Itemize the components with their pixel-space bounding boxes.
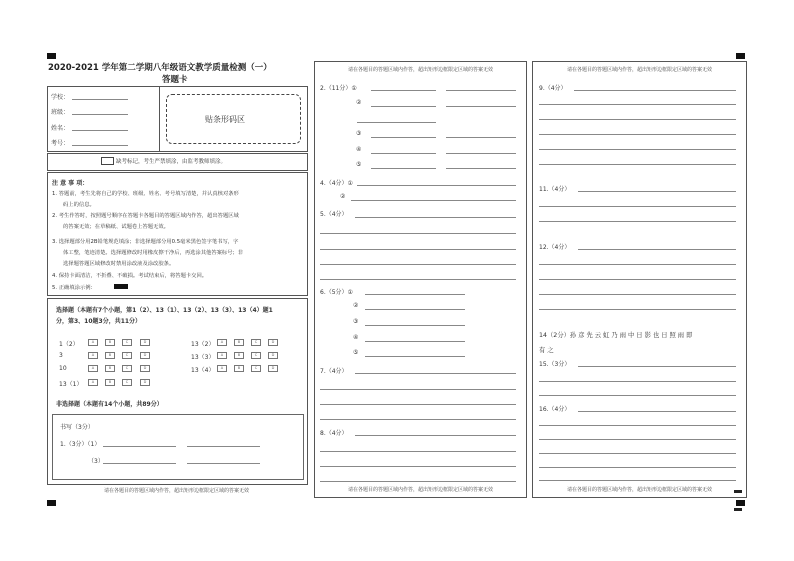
choice-row-label: 13（1） [59, 381, 83, 388]
q1-sub-label: （3） [88, 458, 104, 465]
option-d[interactable]: D [268, 352, 278, 359]
q6-sub-label: ③ [353, 318, 359, 325]
option-a[interactable]: A [88, 365, 98, 372]
q12-label: 12.（4分） [539, 244, 571, 251]
answer-line[interactable] [539, 467, 736, 468]
answer-line[interactable] [371, 90, 436, 91]
school-field[interactable] [72, 99, 128, 100]
answer-line[interactable] [578, 366, 736, 367]
option-b[interactable]: B [234, 352, 244, 359]
answer-line[interactable] [446, 90, 516, 91]
answer-line[interactable] [539, 164, 736, 165]
option-b[interactable]: B [234, 339, 244, 346]
option-c[interactable]: C [251, 352, 261, 359]
answer-line[interactable] [539, 381, 736, 382]
nonchoice-heading: 非选择题（本题有14个小题，共89分） [56, 401, 163, 408]
answer-line[interactable] [539, 279, 736, 280]
option-c[interactable]: C [251, 365, 261, 372]
answer-line[interactable] [320, 279, 516, 280]
q4-label: 4.（4分）① [320, 180, 353, 187]
answer-line[interactable] [371, 137, 436, 138]
answer-line[interactable] [355, 217, 516, 218]
absent-note: 缺考标记，考生严禁填涂，由监考教师填涂。 [116, 159, 227, 165]
q6-sub-label: ④ [353, 334, 359, 341]
option-c[interactable]: C [251, 339, 261, 346]
timing-mark [734, 508, 742, 511]
answer-line[interactable] [539, 206, 736, 207]
choice-heading: 选择题（本题有7个小题，第1（2）、13（1）、13（2）、13（3）、13（4）题1 [56, 307, 273, 314]
page-title: 2020-2021 学年第二学期八年级语文教学质量检测（一） [48, 63, 272, 73]
q7-label: 7.（4分） [320, 368, 348, 375]
q6-sub-label: ⑤ [353, 349, 359, 356]
answer-line[interactable] [355, 373, 516, 374]
answer-line[interactable] [539, 149, 736, 150]
class-field[interactable] [72, 114, 128, 115]
answer-line[interactable] [187, 446, 260, 447]
answer-line[interactable] [365, 309, 465, 310]
registration-mark [47, 500, 56, 506]
option-d[interactable]: D [268, 339, 278, 346]
q9-label: 9.（4分） [539, 85, 567, 92]
registration-mark [736, 500, 745, 506]
exam-number-field[interactable] [72, 145, 128, 146]
answer-line[interactable] [320, 481, 516, 482]
column-note: 请在各题目的答题区域内作答，超出矩形边框限定区域的答案无效 [347, 487, 493, 493]
q11-label: 11.（4分） [539, 186, 571, 193]
q15-label: 15.（3分） [539, 361, 571, 368]
q2-label: 2.（11分）① [320, 85, 357, 92]
notice-item: 的答案无效；在草稿纸、试题卷上答题无效。 [63, 224, 169, 230]
option-c[interactable]: C [122, 339, 132, 346]
answer-line[interactable] [320, 419, 516, 420]
answer-line[interactable] [578, 411, 736, 412]
writing-label: 书写（3分） [60, 424, 94, 431]
answer-line[interactable] [539, 439, 736, 440]
answer-line[interactable] [320, 404, 516, 405]
q2-sub-label: ③ [356, 130, 362, 137]
option-c[interactable]: C [122, 379, 132, 386]
answer-line[interactable] [539, 221, 736, 222]
choice-row-label: 13（3） [191, 354, 215, 361]
answer-line[interactable] [539, 425, 736, 426]
option-b[interactable]: B [105, 365, 115, 372]
choice-row-label: 13（4） [191, 367, 215, 374]
option-a[interactable]: A [217, 352, 227, 359]
answer-line[interactable] [355, 435, 516, 436]
notice-item: 3. 选择题部分用2B铅笔规范填涂；非选择题部分用0.5毫米黑色签字笔书写，字 [52, 239, 239, 245]
class-label: 班级： [51, 109, 70, 116]
answer-line[interactable] [539, 395, 736, 396]
option-b[interactable]: B [105, 352, 115, 359]
answer-line[interactable] [539, 453, 736, 454]
q4-sub-label: ② [340, 193, 346, 200]
column-note: 请在各题目的答题区域内作答，超出矩形边框限定区域的答案无效 [566, 67, 712, 73]
exam-number-label: 考号： [51, 140, 70, 147]
option-d[interactable]: D [140, 379, 150, 386]
answer-line[interactable] [578, 191, 736, 192]
absent-checkbox[interactable] [101, 157, 114, 165]
q2-sub-label: ④ [356, 146, 362, 153]
q6-label: 6.（5分）① [320, 289, 353, 296]
name-label: 姓名： [51, 125, 70, 132]
answer-line[interactable] [320, 233, 516, 234]
option-d[interactable]: D [140, 365, 150, 372]
page-subtitle: 答题卡 [162, 75, 188, 85]
answer-line[interactable] [446, 168, 516, 169]
option-d[interactable]: D [140, 339, 150, 346]
q8-label: 8.（4分） [320, 430, 348, 437]
answer-line[interactable] [539, 309, 736, 310]
answer-line[interactable] [320, 451, 516, 452]
notice-item: 选择题答题区域修改时禁用涂改液及涂改胶条。 [63, 261, 175, 267]
column-note: 请在各题目的答题区域内作答，超出矩形边框限定区域的答案无效 [566, 487, 712, 493]
answer-line[interactable] [539, 104, 736, 105]
answer-line[interactable] [365, 356, 465, 357]
answer-line[interactable] [357, 122, 436, 123]
choice-row-label: 3 [59, 352, 63, 359]
answer-line[interactable] [320, 389, 516, 390]
answer-line[interactable] [539, 264, 736, 265]
answer-line[interactable] [446, 106, 516, 107]
answer-line[interactable] [446, 153, 516, 154]
option-c[interactable]: C [122, 365, 132, 372]
answer-line[interactable] [539, 119, 736, 120]
answer-line[interactable] [578, 249, 736, 250]
registration-mark [47, 53, 56, 59]
answer-line[interactable] [320, 264, 516, 265]
option-a[interactable]: A [217, 339, 227, 346]
q1-label: 1.（3分）（1） [60, 441, 101, 448]
q2-sub-label: ⑤ [356, 161, 362, 168]
school-label: 学校： [51, 94, 70, 101]
notice-item: 4. 保持卡面清洁，不折叠、不破损。考试结束后，将答题卡交回。 [52, 273, 208, 279]
answer-line[interactable] [320, 249, 516, 250]
column-note: 请在各题目的答题区域内作答，超出矩形边框限定区域的答案无效 [103, 488, 249, 494]
answer-line[interactable] [371, 106, 436, 107]
q2-sub-label: ② [356, 99, 362, 106]
option-c[interactable]: C [122, 352, 132, 359]
answer-line[interactable] [446, 137, 516, 138]
q16-label: 16.（4分） [539, 406, 571, 413]
notice-item: 5. 正确填涂示例： [52, 285, 96, 291]
notice-item: 体工整，笔迹清楚。选择题修改时用橡皮擦干净后，再选涂其他答案标号；非 [63, 250, 244, 256]
choice-row-label: 1（2） [59, 341, 79, 348]
name-field[interactable] [72, 130, 128, 131]
answer-line[interactable] [365, 294, 465, 295]
choice-row-label: 13（2） [191, 341, 215, 348]
answer-line[interactable] [371, 168, 436, 169]
answer-line[interactable] [320, 466, 516, 467]
column-note: 请在各题目的答题区域内作答，超出矩形边框限定区域的答案无效 [347, 67, 493, 73]
registration-mark [736, 53, 745, 59]
option-a[interactable]: A [217, 365, 227, 372]
q14-text: 14（2分）孙 彦 先 云 虹 乃 雨 中 日 影 也 日 照 雨 即 [539, 332, 693, 339]
choice-heading: 分，第3、10题3分，共11分） [56, 318, 142, 325]
option-d[interactable]: D [140, 352, 150, 359]
notice-item: 码上的信息。 [63, 202, 95, 208]
q14-text: 有 之 [539, 347, 554, 354]
answer-line[interactable] [187, 463, 260, 464]
answer-line[interactable] [365, 341, 465, 342]
notice-item: 1. 答题前，考生先将自己的学校、班级、姓名、考号填写清楚，并认真核对条形 [52, 191, 239, 197]
answer-line[interactable] [103, 446, 176, 447]
answer-line[interactable] [357, 185, 516, 186]
fill-example [114, 284, 128, 289]
barcode-label: 贴条形码区 [205, 115, 245, 124]
option-d[interactable]: D [268, 365, 278, 372]
q5-label: 5.（4分） [320, 211, 348, 218]
answer-line[interactable] [539, 480, 736, 481]
answer-line[interactable] [539, 134, 736, 135]
q6-sub-label: ② [353, 302, 359, 309]
option-a[interactable]: A [88, 339, 98, 346]
option-a[interactable]: A [88, 352, 98, 359]
answer-line[interactable] [365, 325, 465, 326]
notice-heading: 注 意 事 项： [52, 180, 89, 187]
option-b[interactable]: B [105, 379, 115, 386]
option-b[interactable]: B [105, 339, 115, 346]
answer-line[interactable] [103, 463, 176, 464]
answer-line[interactable] [539, 294, 736, 295]
answer-line[interactable] [351, 200, 516, 201]
answer-line[interactable] [574, 90, 736, 91]
choice-row-label: 10 [59, 365, 67, 372]
answer-line[interactable] [371, 153, 436, 154]
option-b[interactable]: B [234, 365, 244, 372]
notice-item: 2. 考生作答时，按照题号顺序在答题卡各题目的答题区域内作答，超出答题区域 [52, 213, 239, 219]
option-a[interactable]: A [88, 379, 98, 386]
